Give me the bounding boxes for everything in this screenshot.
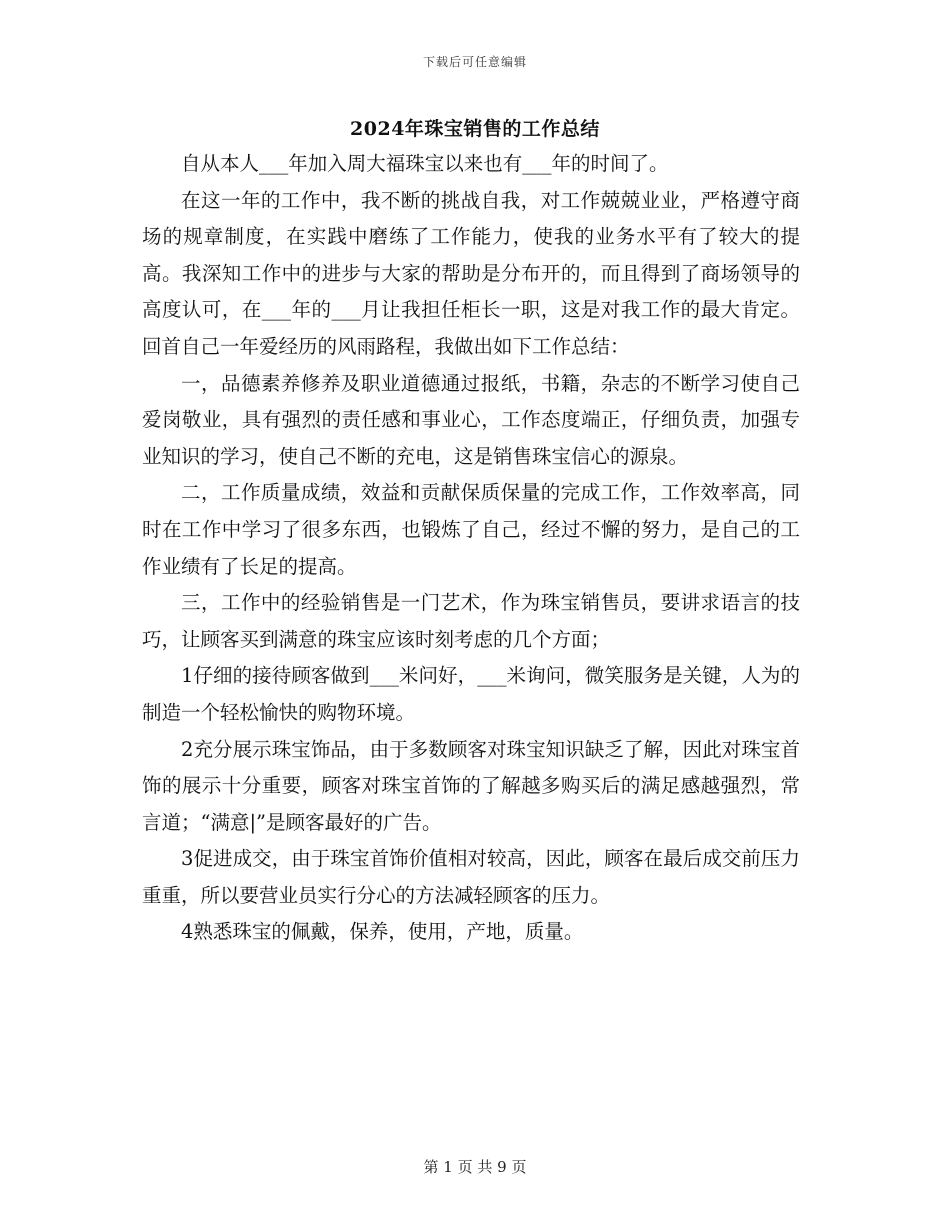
paragraph: 3促进成交，由于珠宝首饰价值相对较高，因此，顾客在最后成交前压力重重，所以要营业员实行分心的方法减轻顾客的压力。: [142, 847, 800, 907]
paragraph: 在这一年的工作中，我不断的挑战自我，对工作兢兢业业，严格遵守商场的规章制度，在实践中磨练了工作能力，使我的业务水平有了较大的提高。我深知工作中的进步与大家的帮助是分布开的，而且得到了商场领导的高度认可，在___年的___月让我担任柜长一职，这是对我工作的最大肯定。回首自己一年爱经历的风雨路程，我做出如下工作总结：: [142, 188, 800, 358]
header-note: 下载后可任意编辑: [422, 55, 527, 69]
paragraph: 2充分展示珠宝饰品，由于多数顾客对珠宝知识缺乏了解，因此对珠宝首饰的展示十分重要，顾客对珠宝首饰的了解越多购买后的满足感越强烈，常言道；“满意|”是顾客最好的广告。: [142, 737, 800, 834]
paragraph: 1仔细的接待顾客做到___米问好，___米询问，微笑服务是关键，人为的制造一个轻松愉快的购物环境。: [142, 664, 800, 724]
document-body: [142, 146, 800, 951]
paragraph: 一，品德素养修养及职业道德通过报纸，书籍，杂志的不断学习使自己爱岗敬业，具有强烈的责任感和事业心，工作态度端正，仔细负责，加强专业知识的学习，使自己不断的充电，这是销售珠宝信心的源泉。: [142, 371, 800, 468]
paragraph: 自从本人___年加入周大福珠宝以来也有___年的时间了。: [181, 152, 669, 175]
document-title: 2024年珠宝销售的工作总结: [350, 118, 600, 140]
paragraph: 4熟悉珠宝的佩戴，保养，使用，产地，质量。: [181, 920, 584, 944]
paragraph: 二，工作质量成绩，效益和贡献保质保量的完成工作，工作效率高，同时在工作中学习了很多东西，也锻炼了自己，经过不懈的努力，是自己的工作业绩有了长足的提高。: [142, 481, 800, 578]
page-number-footer: 第 1 页 共 9 页: [423, 1158, 527, 1176]
paragraph: 三，工作中的经验销售是一门艺术，作为珠宝销售员，要讲求语言的技巧，让顾客买到满意的珠宝应该时刻考虑的几个方面；: [142, 591, 800, 651]
